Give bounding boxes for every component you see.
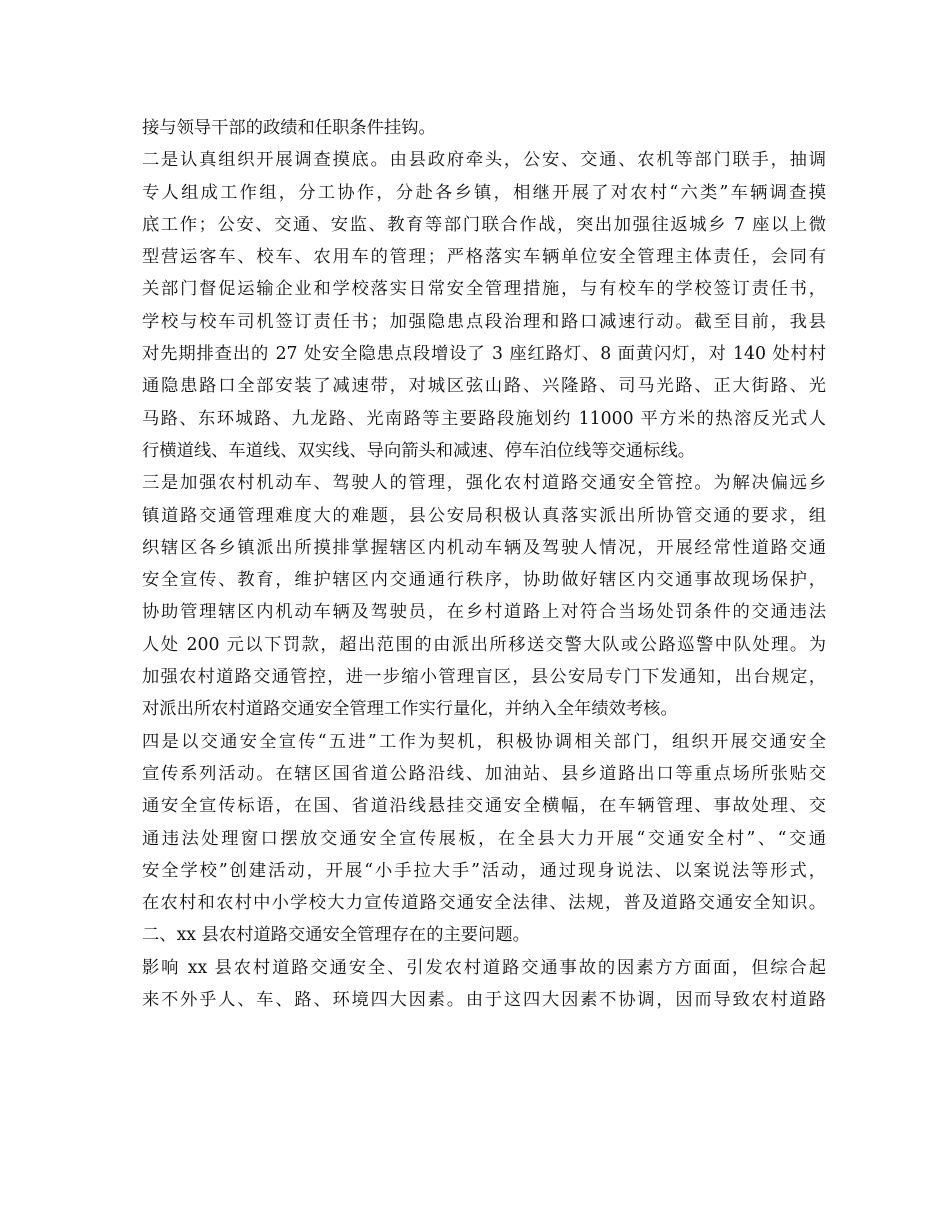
text-line: 宣传系列活动。在辖区国省道公路沿线、加油站、县乡道路出口等重点场所张贴交 [142, 763, 826, 784]
text-line: 接与领导干部的政绩和任职条件挂钩。 [142, 118, 436, 138]
text-line: 镇道路交通管理难度大的难题，县公安局积极认真落实派出所协管交通的要求，组 [142, 505, 826, 526]
text-line: 马路、东环城路、九龙路、光南路等主要路段施划约 11000 平方米的热溶反光式人 [142, 408, 826, 429]
text-line: 对先期排查出的 27 处安全隐患点段增设了 3 座红路灯、8 面黄闪灯，对 140 处村村 [142, 344, 826, 365]
text-line: 安全宣传、教育，维护辖区内交通通行秩序，协助做好辖区内交通事故现场保护， [142, 570, 826, 591]
text-line: 关部门督促运输企业和学校落实日常安全管理措施，与有校车的学校签订责任书， [142, 279, 826, 300]
text-line: 行横道线、车道线、双实线、导向箭头和减速、停车泊位线等交通标线。 [142, 440, 696, 461]
text-line: 二、xx 县农村道路交通安全管理存在的主要问题。 [142, 925, 530, 946]
text-line: 协助管理辖区内机动车辆及驾驶员，在乡村道路上对符合当场处罚条件的交通违法 [142, 602, 826, 623]
text-line: 人处 200 元以下罚款，超出范围的由派出所移送交警大队或公路巡警中队处理。为 [142, 634, 826, 655]
text-line: 对派出所农村道路交通安全管理工作实行量化，并纳入全年绩效考核。 [142, 699, 678, 720]
text-line: 来不外乎人、车、路、环境四大因素。由于这四大因素不协调，因而导致农村道路 [142, 990, 826, 1011]
text-line: 通安全宣传标语，在国、省道沿线悬挂交通安全横幅，在车辆管理、事故处理、交 [142, 796, 826, 817]
text-line: 三是加强农村机动车、驾驶人的管理，强化农村道路交通安全管控。为解决偏远乡 [142, 473, 826, 494]
text-line: 在农村和农村中小学校大力宣传道路交通安全法律、法规，普及道路交通安全知识。 [142, 893, 826, 914]
text-line: 织辖区各乡镇派出所摸排掌握辖区内机动车辆及驾驶人情况，开展经常性道路交通 [142, 537, 826, 558]
text-line: 通违法处理窗口摆放交通安全宣传展板，在全县大力开展“交通安全村”、“交通 [142, 828, 826, 849]
text-line: 底工作；公安、交通、安监、教育等部门联合作战，突出加强往返城乡 7 座以上微 [142, 214, 826, 235]
document-body [142, 112, 826, 1016]
text-line: 加强农村道路交通管控，进一步缩小管理盲区，县公安局专门下发通知，出台规定， [142, 667, 826, 688]
text-line: 四是以交通安全宣传“五进”工作为契机，积极协调相关部门，组织开展交通安全 [142, 731, 826, 752]
text-line: 影响 xx 县农村道路交通安全、引发农村道路交通事故的因素方方面面，但综合起 [142, 957, 826, 978]
text-line: 安全学校”创建活动，开展“小手拉大手”活动，通过现身说法、以案说法等形式， [142, 860, 826, 881]
text-line: 二是认真组织开展调查摸底。由县政府牵头，公安、交通、农机等部门联手，抽调 [142, 150, 826, 171]
text-line: 型营运客车、校车、农用车的管理；严格落实车辆单位安全管理主体责任，会同有 [142, 247, 826, 268]
text-line: 通隐患路口全部安装了减速带，对城区弦山路、兴隆路、司马光路、正大街路、光 [142, 376, 826, 397]
text-line: 学校与校车司机签订责任书；加强隐患点段治理和路口减速行动。截至目前，我县 [142, 311, 826, 332]
text-line: 专人组成工作组，分工协作，分赴各乡镇，相继开展了对农村“六类”车辆调查摸 [142, 182, 826, 203]
